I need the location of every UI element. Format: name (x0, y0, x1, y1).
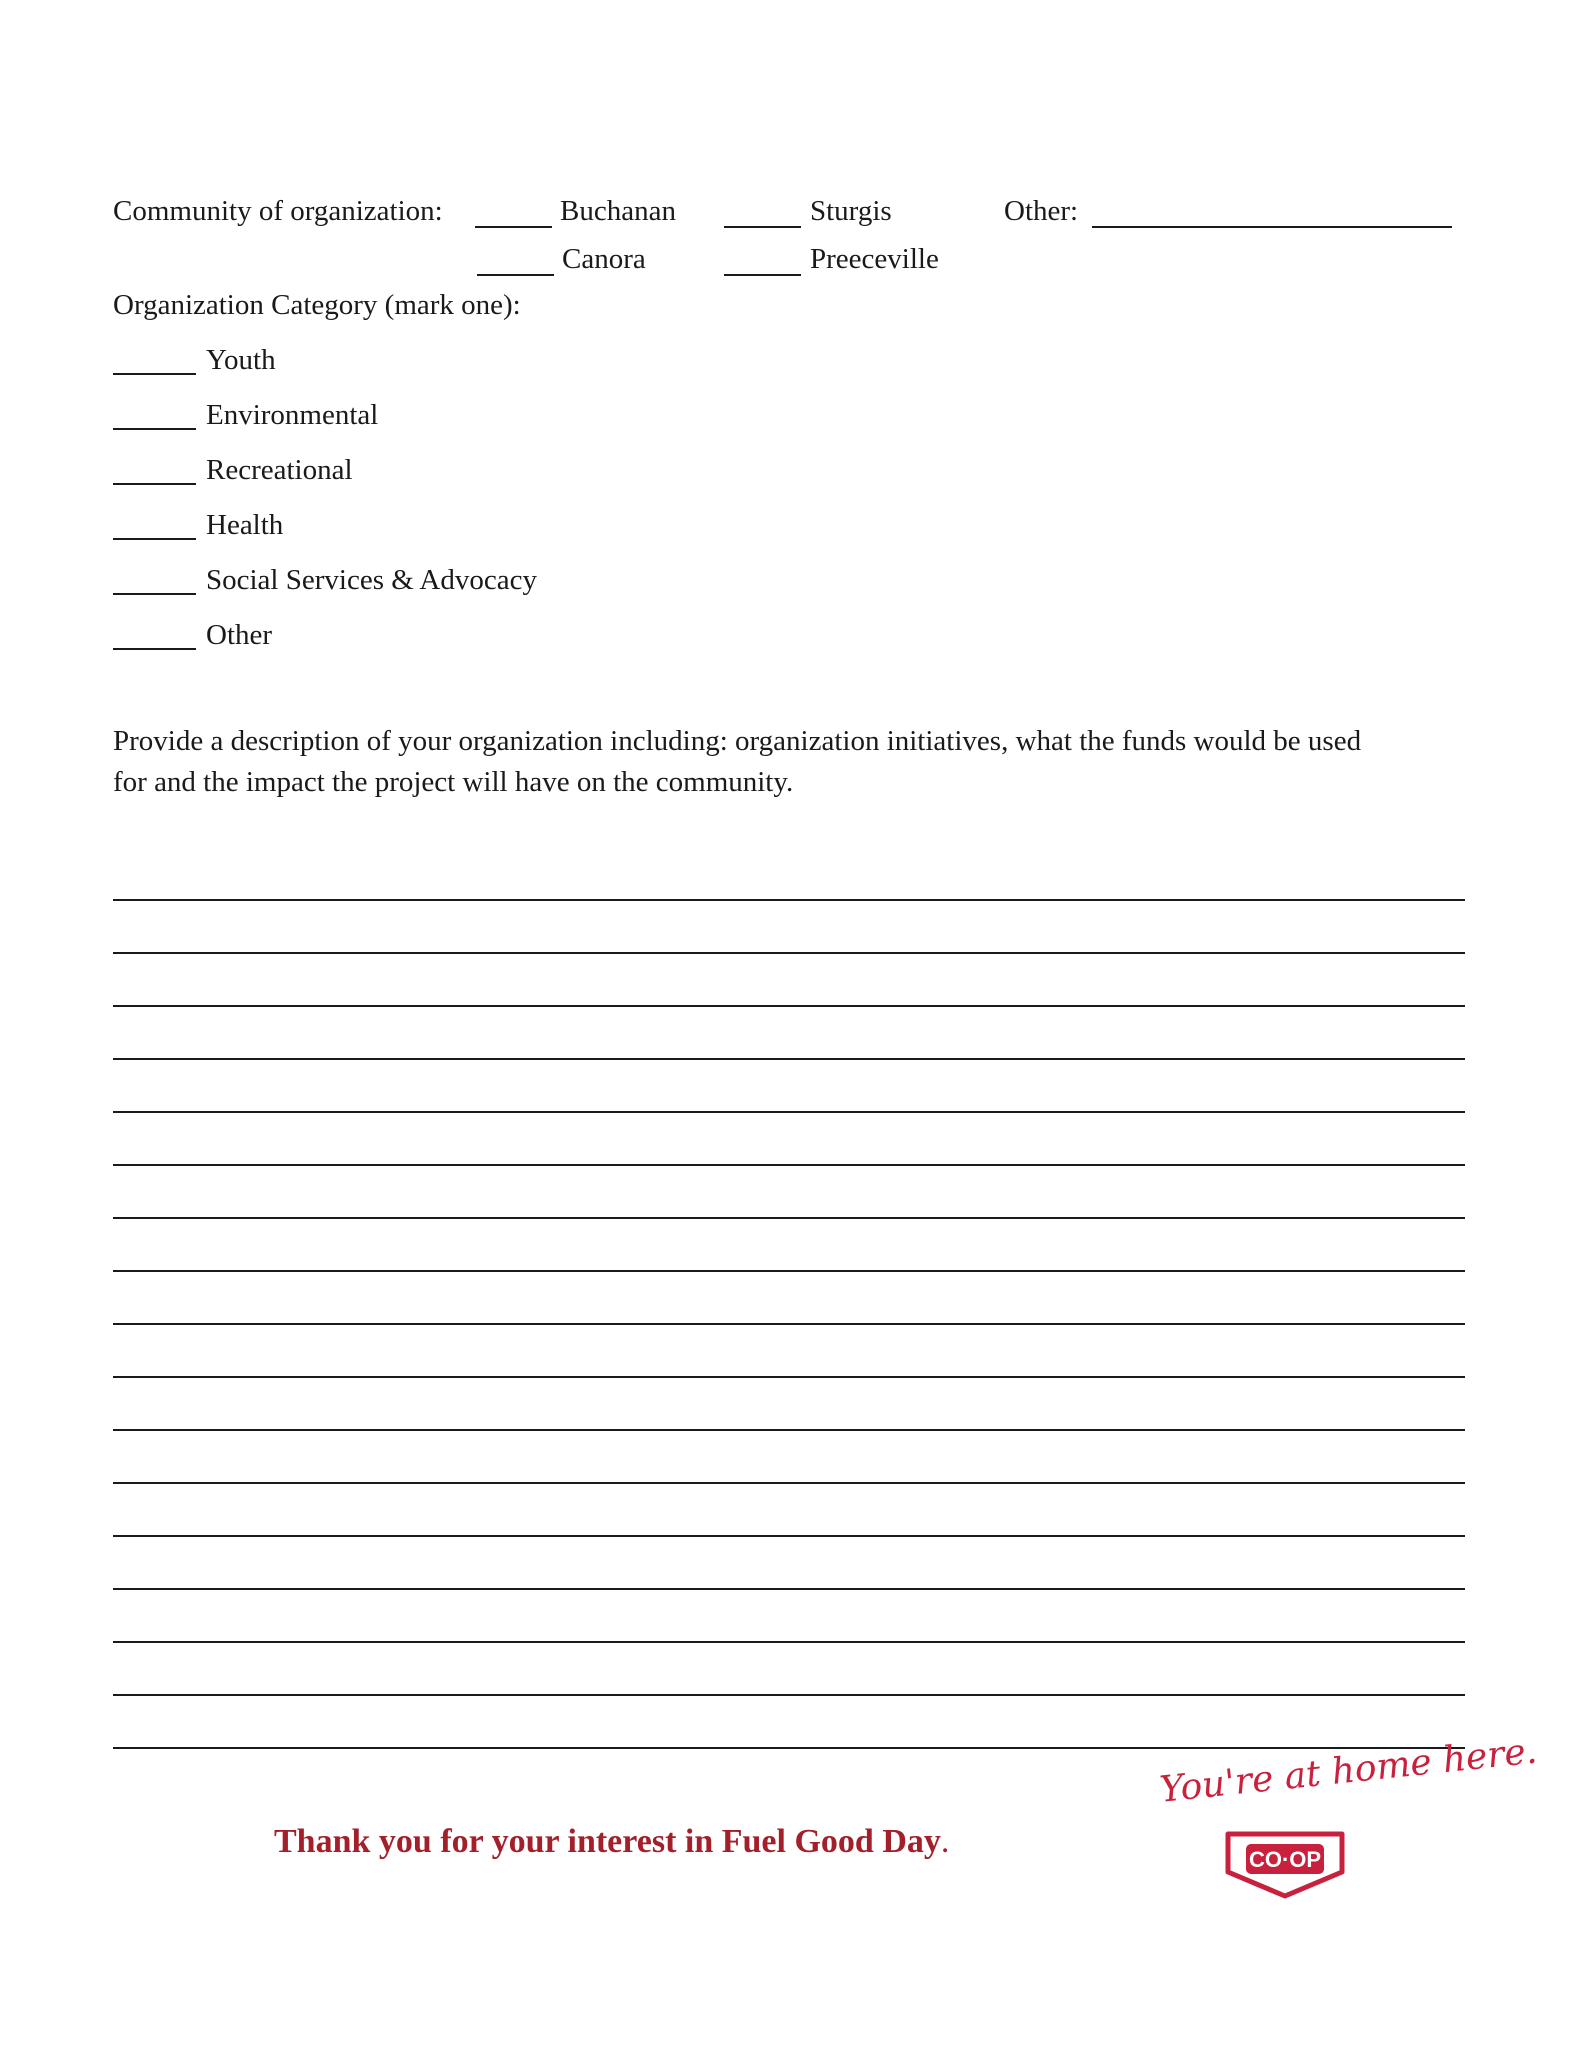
youth-blank[interactable] (113, 373, 196, 375)
environmental-blank[interactable] (113, 428, 196, 430)
thank-you-period: . (940, 1823, 950, 1860)
writing-line[interactable] (113, 1376, 1465, 1378)
health-blank[interactable] (113, 538, 196, 540)
writing-line[interactable] (113, 952, 1465, 954)
social-services-blank[interactable] (113, 593, 196, 595)
buchanan-option: Buchanan (560, 195, 676, 227)
canora-option: Canora (562, 243, 646, 275)
sturgis-option: Sturgis (810, 195, 892, 227)
category-social-services: Social Services & Advocacy (206, 564, 537, 596)
writing-line[interactable] (113, 1005, 1465, 1007)
writing-line[interactable] (113, 1641, 1465, 1643)
category-other: Other (206, 619, 273, 651)
other-category-blank[interactable] (113, 648, 196, 650)
writing-line[interactable] (113, 1482, 1465, 1484)
preeceville-option: Preeceville (810, 243, 939, 275)
thank-you-text: Thank you for your interest in Fuel Good Day (274, 1823, 941, 1860)
writing-line[interactable] (113, 1588, 1465, 1590)
coop-logo (1220, 1826, 1350, 1900)
writing-line[interactable] (113, 1323, 1465, 1325)
category-environmental: Environmental (206, 399, 379, 431)
thank-you-message (274, 1822, 949, 1862)
writing-line[interactable] (113, 1217, 1465, 1219)
category-recreational: Recreational (206, 454, 353, 486)
coop-tagline: You're at home here. (1157, 1730, 1539, 1811)
writing-line[interactable] (113, 1747, 1465, 1749)
description-prompt-line-1: Provide a description of your organization including: organization initiatives, what the funds would be used (113, 725, 1362, 757)
writing-line[interactable] (113, 1429, 1465, 1431)
writing-line[interactable] (113, 1058, 1465, 1060)
writing-line[interactable] (113, 1535, 1465, 1537)
other-community-field[interactable] (1092, 226, 1452, 228)
category-youth: Youth (206, 344, 276, 376)
writing-line[interactable] (113, 1111, 1465, 1113)
preeceville-blank[interactable] (724, 274, 801, 276)
category-label: Organization Category (mark one): (113, 289, 521, 321)
other-community-label: Other: (1004, 195, 1079, 227)
writing-line[interactable] (113, 1164, 1465, 1166)
writing-line[interactable] (113, 1694, 1465, 1696)
description-prompt-line-2: for and the impact the project will have on the community. (113, 766, 794, 798)
writing-line[interactable] (113, 1270, 1465, 1272)
coop-logo-text: CO·OP (1248, 1847, 1322, 1872)
writing-line[interactable] (113, 899, 1465, 901)
community-label: Community of organization: (113, 195, 443, 227)
recreational-blank[interactable] (113, 483, 196, 485)
buchanan-blank[interactable] (475, 226, 552, 228)
canora-blank[interactable] (477, 274, 554, 276)
sturgis-blank[interactable] (724, 226, 801, 228)
category-health: Health (206, 509, 284, 541)
